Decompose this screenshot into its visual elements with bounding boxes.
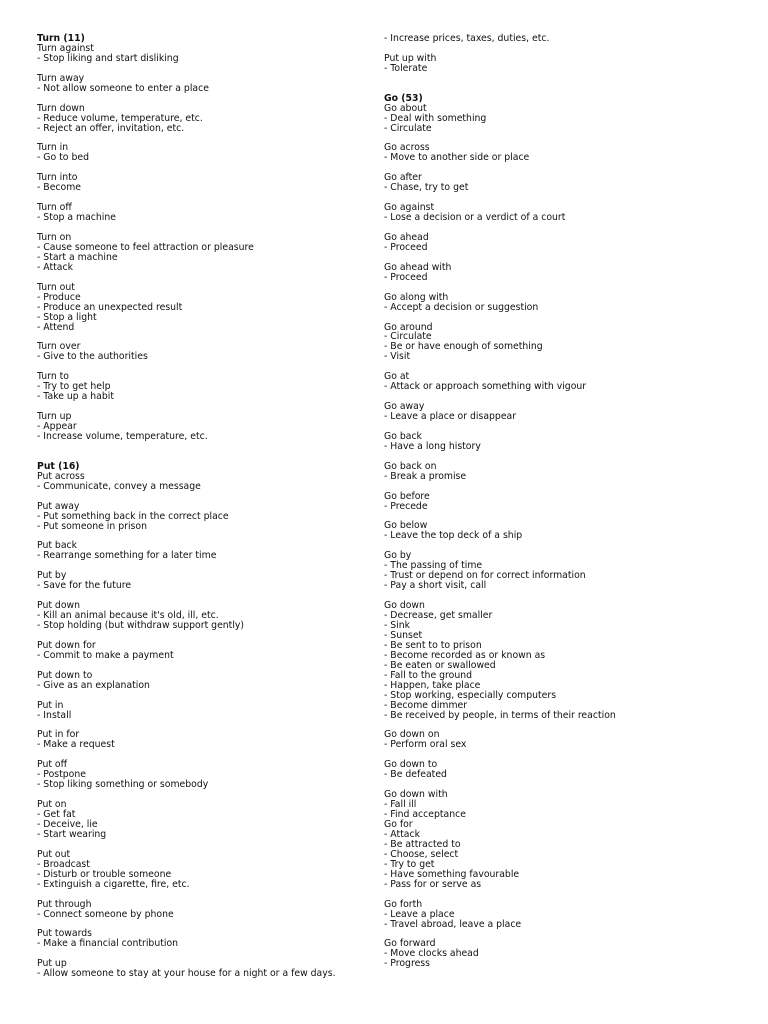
definition-line: - Try to get	[384, 858, 435, 870]
definition-line: - Fall ill	[384, 799, 417, 811]
definition-line: - Give as an explanation	[37, 679, 150, 691]
definition-line: - Stop liking something or somebody	[37, 779, 209, 791]
phrasal-verb-entry	[37, 203, 397, 223]
definition-line: - Increase volume, temperature, etc.	[37, 430, 208, 442]
definition-line: - Commit to make a payment	[37, 649, 174, 661]
definition-line: - Happen, take place	[384, 679, 481, 691]
definition-line: - Broadcast	[37, 858, 90, 870]
definition-line: - Sunset	[384, 629, 423, 641]
definition-line: - Pass for or serve as	[384, 878, 482, 890]
phrasal-verb: Go after	[384, 172, 422, 184]
phrasal-verb: Put back	[37, 540, 78, 552]
phrasal-verb: Put off	[37, 759, 68, 771]
phrasal-verb: Go forward	[384, 938, 436, 950]
phrasal-verb-entry	[37, 541, 397, 561]
phrasal-verb: Put down	[37, 600, 81, 612]
definition-line: - Make a financial contribution	[37, 938, 179, 950]
definition-line: - Cause someone to feel attraction or pleasure	[37, 241, 254, 253]
phrasal-verb: Go down on	[384, 729, 440, 741]
definition-line: - Have something favourable	[384, 868, 520, 880]
definition-line: - Accept a decision or suggestion	[384, 301, 539, 313]
phrasal-verb-entry	[384, 551, 744, 591]
phrasal-verb-entry	[37, 641, 397, 661]
phrasal-verb: Turn up	[37, 411, 72, 423]
definition-line: - Perform oral sex	[384, 739, 467, 751]
phrasal-verb: Put across	[37, 470, 85, 482]
phrasal-verb: Go ahead	[384, 231, 429, 243]
phrasal-verb: Go back	[384, 430, 422, 442]
definition-line: - Start a machine	[37, 251, 118, 263]
phrasal-verb-entry	[37, 800, 397, 840]
definition-line: - Appear	[37, 421, 77, 433]
definition-line: - Circulate	[384, 122, 432, 134]
phrasal-verb-entry	[37, 283, 397, 333]
definition-line: - Go to bed	[37, 152, 89, 164]
phrasal-verb: Go forth	[384, 898, 423, 910]
phrasal-verb: Go ahead with	[384, 261, 452, 273]
definition-line: - Travel abroad, leave a place	[384, 918, 522, 930]
definition-line: - Leave the top deck of a ship	[384, 530, 523, 542]
phrasal-verb: Turn out	[37, 281, 75, 293]
phrasal-verb-entry	[384, 492, 744, 512]
definition-line: - Disturb or trouble someone	[37, 868, 172, 880]
section-title-turn: Turn (11)	[37, 33, 85, 44]
put-entries	[37, 472, 397, 979]
phrasal-verb-entry	[384, 104, 744, 134]
definition-line: - Leave a place or disappear	[384, 411, 517, 423]
phrasal-verb-entry	[37, 44, 397, 64]
definition-line: - Not allow someone to enter a place	[37, 82, 209, 94]
phrasal-verb-entry	[37, 760, 397, 790]
definition-line: - Rearrange something for a later time	[37, 550, 217, 562]
definition-line: - Break a promise	[384, 470, 467, 482]
phrasal-verb: Put away	[37, 500, 80, 512]
definition-line: - Attack or approach something with vigour	[384, 381, 587, 393]
phrasal-verb-entry	[37, 671, 397, 691]
right-column	[384, 34, 744, 969]
definition-line: - Attend	[37, 321, 75, 333]
definition-line: - Sink	[384, 619, 411, 631]
phrasal-verb-entry	[384, 402, 744, 422]
definition-line: - Proceed	[384, 241, 428, 253]
definition-line: - Move clocks ahead	[384, 948, 479, 960]
section-gap	[37, 442, 397, 462]
phrasal-verb: Go down to	[384, 759, 438, 771]
turn-entries	[37, 44, 397, 442]
definition-line: - Reject an offer, invitation, etc.	[37, 122, 185, 134]
phrasal-verb: Put by	[37, 570, 67, 582]
phrasal-verb: Turn down	[37, 102, 85, 114]
go-entries	[384, 104, 744, 970]
phrasal-verb-entry	[384, 730, 744, 750]
phrasal-verb-entry	[384, 173, 744, 193]
section-title-put: Put (16)	[37, 460, 80, 472]
phrasal-verb-entry	[37, 173, 397, 193]
phrasal-verb-entry	[384, 372, 744, 392]
left-column	[37, 34, 397, 979]
phrasal-verb-entry	[37, 571, 397, 591]
phrasal-verb-entry	[384, 521, 744, 541]
phrasal-verb: Turn in	[37, 142, 69, 154]
definition-line: - Produce	[37, 291, 81, 303]
phrasal-verb: Go below	[384, 520, 428, 532]
phrasal-verb-entry	[37, 730, 397, 750]
definition-line: - Reduce volume, temperature, etc.	[37, 112, 203, 124]
definition-line: - The passing of time	[384, 560, 483, 572]
phrasal-verb: Put down for	[37, 639, 96, 651]
phrasal-verb: Go along with	[384, 291, 449, 303]
definition-line: - Put someone in prison	[37, 520, 147, 532]
phrasal-verb: Turn off	[37, 202, 72, 214]
phrasal-verb: Turn to	[37, 371, 69, 383]
phrasal-verb-entry	[384, 432, 744, 452]
definition-line: - Trust or depend on for correct information	[384, 570, 586, 582]
definition-line: - Find acceptance	[384, 809, 466, 821]
definition-line: - Chase, try to get	[384, 182, 469, 194]
phrasal-verb: Go about	[384, 102, 427, 114]
phrasal-verb-entry	[384, 462, 744, 482]
phrasal-verb: Go back on	[384, 460, 437, 472]
phrasal-verb-entry	[37, 929, 397, 949]
phrasal-verb-entry	[37, 502, 397, 532]
definition-line: - Be attracted to	[384, 838, 461, 850]
definition-line: - Fall to the ground	[384, 669, 473, 681]
phrasal-verb: Turn on	[37, 231, 72, 243]
phrasal-verb: Go around	[384, 321, 433, 333]
phrasal-verb-entry	[384, 760, 744, 780]
phrasal-verb-entry	[37, 412, 397, 442]
section-gap	[384, 74, 744, 94]
definition-line: - Save for the future	[37, 580, 132, 592]
definition-line: - Put something back in the correct place	[37, 510, 229, 522]
phrasal-verb-entry	[37, 601, 397, 631]
definition-line: - Communicate, convey a message	[37, 480, 201, 492]
definition-line: - Stop holding (but withdraw support gently)	[37, 620, 245, 631]
definition-line: - Proceed	[384, 271, 428, 283]
definition-line: - Start wearing	[37, 828, 107, 840]
phrasal-verb-entry	[37, 959, 397, 979]
definition-line: - Become	[37, 182, 81, 194]
phrasal-verb-entry	[384, 54, 744, 74]
phrasal-verb: Go before	[384, 490, 430, 502]
phrasal-verb-entry	[384, 820, 744, 890]
phrasal-verb-entry	[37, 104, 397, 134]
definition-line: - Become recorded as or known as	[384, 649, 546, 661]
definition-line: - Decrease, get smaller	[384, 610, 493, 622]
phrasal-verb: Put out	[37, 848, 71, 860]
definition-line: - Be sent to to prison	[384, 639, 482, 651]
definition-line: - Pay a short visit, call	[384, 580, 487, 592]
phrasal-verb-entry	[37, 342, 397, 362]
definition-line: - Move to another side or place	[384, 152, 530, 164]
phrasal-verb: Go at	[384, 371, 410, 383]
definition-line: - Stop liking and start disliking	[37, 52, 179, 64]
definition-line: - Stop a machine	[37, 212, 117, 224]
definition-line: - Attack	[384, 828, 420, 840]
definition-line: - Be received by people, in terms of their reaction	[384, 709, 616, 721]
phrasal-verb-entry	[37, 472, 397, 492]
definition-line: - Give to the authorities	[37, 351, 148, 363]
phrasal-verb: Put down to	[37, 669, 93, 681]
definition-line: - Kill an animal because it's old, ill, etc.	[37, 610, 219, 622]
definition-line: - Deal with something	[384, 112, 487, 124]
phrasal-verb: Go away	[384, 401, 425, 413]
phrasal-verb-entry	[384, 263, 744, 283]
definition-line: - Stop working, especially computers	[384, 689, 557, 701]
phrasal-verb: Put on	[37, 799, 67, 811]
definition-line: - Try to get help	[37, 381, 111, 393]
phrasal-verb: Go across	[384, 142, 430, 154]
phrasal-verb-entry	[384, 293, 744, 313]
phrasal-verb-entry	[384, 203, 744, 223]
definition-line: - Progress	[384, 958, 430, 970]
definition-line: - Attack	[37, 261, 73, 273]
phrasal-verb: Put in for	[37, 729, 80, 741]
definition-line: - Allow someone to stay at your house for a night or a few days.	[37, 968, 336, 980]
definition-line: - Connect someone by phone	[37, 908, 174, 920]
phrasal-verb: Put towards	[37, 928, 92, 940]
phrasal-verb: Turn against	[37, 42, 94, 54]
definition-line: - Get fat	[37, 809, 76, 821]
phrasal-verb: Go by	[384, 550, 412, 562]
definition-line: - Be or have enough of something	[384, 341, 543, 353]
definition-line: - Increase prices, taxes, duties, etc.	[384, 33, 550, 44]
definition-line: - Extinguish a cigarette, fire, etc.	[37, 878, 190, 890]
definition-line: - Precede	[384, 500, 428, 512]
phrasal-verb-entry	[384, 900, 744, 930]
definition-line: - Lose a decision or a verdict of a court	[384, 212, 566, 224]
phrasal-verb-entry	[384, 790, 744, 820]
definition-line: - Tolerate	[384, 62, 428, 74]
phrasal-verb-entry	[37, 233, 397, 273]
definition-line: - Become dimmer	[384, 699, 468, 711]
phrasal-verb-entry	[384, 601, 744, 720]
definition-line: - Make a request	[37, 739, 115, 751]
phrasal-verb: Put through	[37, 898, 92, 910]
phrasal-verb: Go down	[384, 600, 425, 612]
phrasal-verb-entry	[384, 233, 744, 253]
definition-line: - Install	[37, 709, 72, 721]
phrasal-verb: Go against	[384, 202, 435, 214]
phrasal-verb-entry	[384, 34, 744, 44]
phrasal-verb-entry	[37, 850, 397, 890]
phrasal-verb-entry	[384, 323, 744, 363]
phrasal-verb: Put in	[37, 699, 64, 711]
put-continued-entries	[384, 34, 744, 74]
phrasal-verb: Turn over	[37, 341, 81, 353]
phrasal-verb-entry	[384, 939, 744, 969]
definition-line: - Take up a habit	[37, 391, 114, 403]
definition-line: - Choose, select	[384, 848, 459, 860]
phrasal-verb: Turn into	[37, 172, 78, 184]
definition-line: - Have a long history	[384, 440, 481, 452]
phrasal-verb: Put up	[37, 958, 67, 970]
phrasal-verb: Go for	[384, 818, 413, 830]
section-title-go: Go (53)	[384, 92, 423, 104]
definition-line: - Stop a light	[37, 311, 97, 323]
definition-line: - Be eaten or swallowed	[384, 659, 496, 671]
phrasal-verb: Put up with	[384, 52, 437, 64]
definition-line: - Be defeated	[384, 769, 447, 781]
phrasal-verb: Turn away	[37, 72, 85, 84]
phrasal-verb-entry	[37, 143, 397, 163]
definition-line: - Visit	[384, 351, 411, 363]
definition-line: - Leave a place	[384, 908, 455, 920]
phrasal-verb-entry	[37, 74, 397, 94]
phrasal-verb-entry	[37, 372, 397, 402]
definition-line: - Circulate	[384, 331, 432, 343]
definition-line: - Deceive, lie	[37, 818, 98, 830]
definition-line: - Produce an unexpected result	[37, 301, 183, 313]
phrasal-verb-entry	[384, 143, 744, 163]
phrasal-verb-entry	[37, 701, 397, 721]
phrasal-verb: Go down with	[384, 789, 448, 801]
phrasal-verb-entry	[37, 900, 397, 920]
definition-line: - Postpone	[37, 769, 86, 781]
